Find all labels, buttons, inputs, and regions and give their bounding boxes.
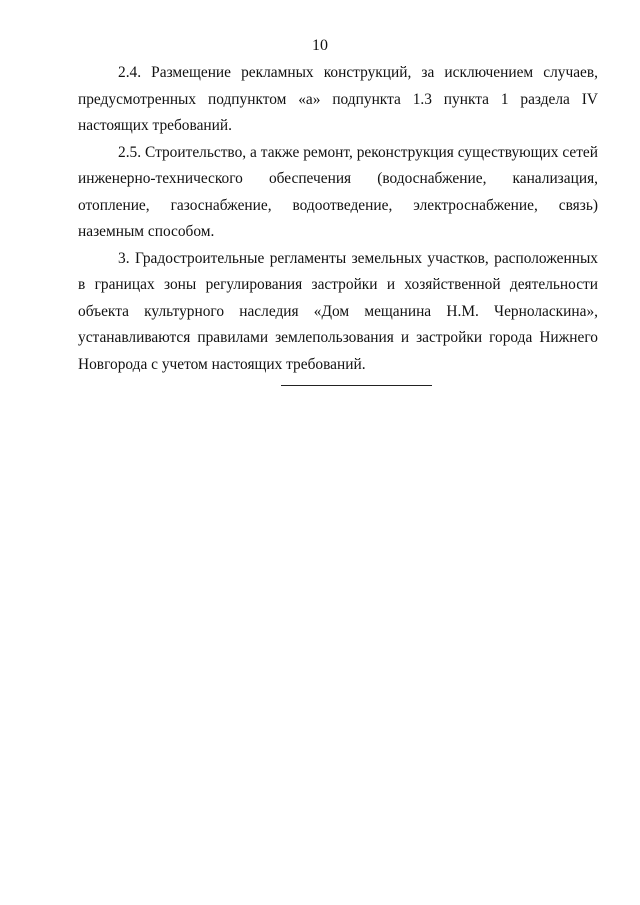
paragraph-3: 3. Градостроительные регламенты земельных участков, расположенных в границах зоны регулирования застройки и хозяйственной деятельности объекта культурного наследия «Дом мещанина Н.М. Черноласкина», устанавливаются правилами землепользования и застройки города Нижнего Новгорода с учетом настоящих требований. bbox=[78, 249, 598, 373]
document-body bbox=[78, 60, 598, 378]
paragraph-2-5: 2.5. Строительство, а также ремонт, реконструкция существующих сетей инженерно-технического обеспечения (водоснабжение, канализация, отопление, газоснабжение, водоотведение, электроснабжение, связь) наземным способом. bbox=[78, 143, 598, 240]
paragraph-2-4: 2.4. Размещение рекламных конструкций, за исключением случаев, предусмотренных подпунктом «а» подпункта 1.3 пункта 1 раздела IV настоящих требований. bbox=[78, 64, 598, 134]
page-number: 10 bbox=[312, 37, 328, 54]
end-separator-line bbox=[281, 385, 432, 386]
